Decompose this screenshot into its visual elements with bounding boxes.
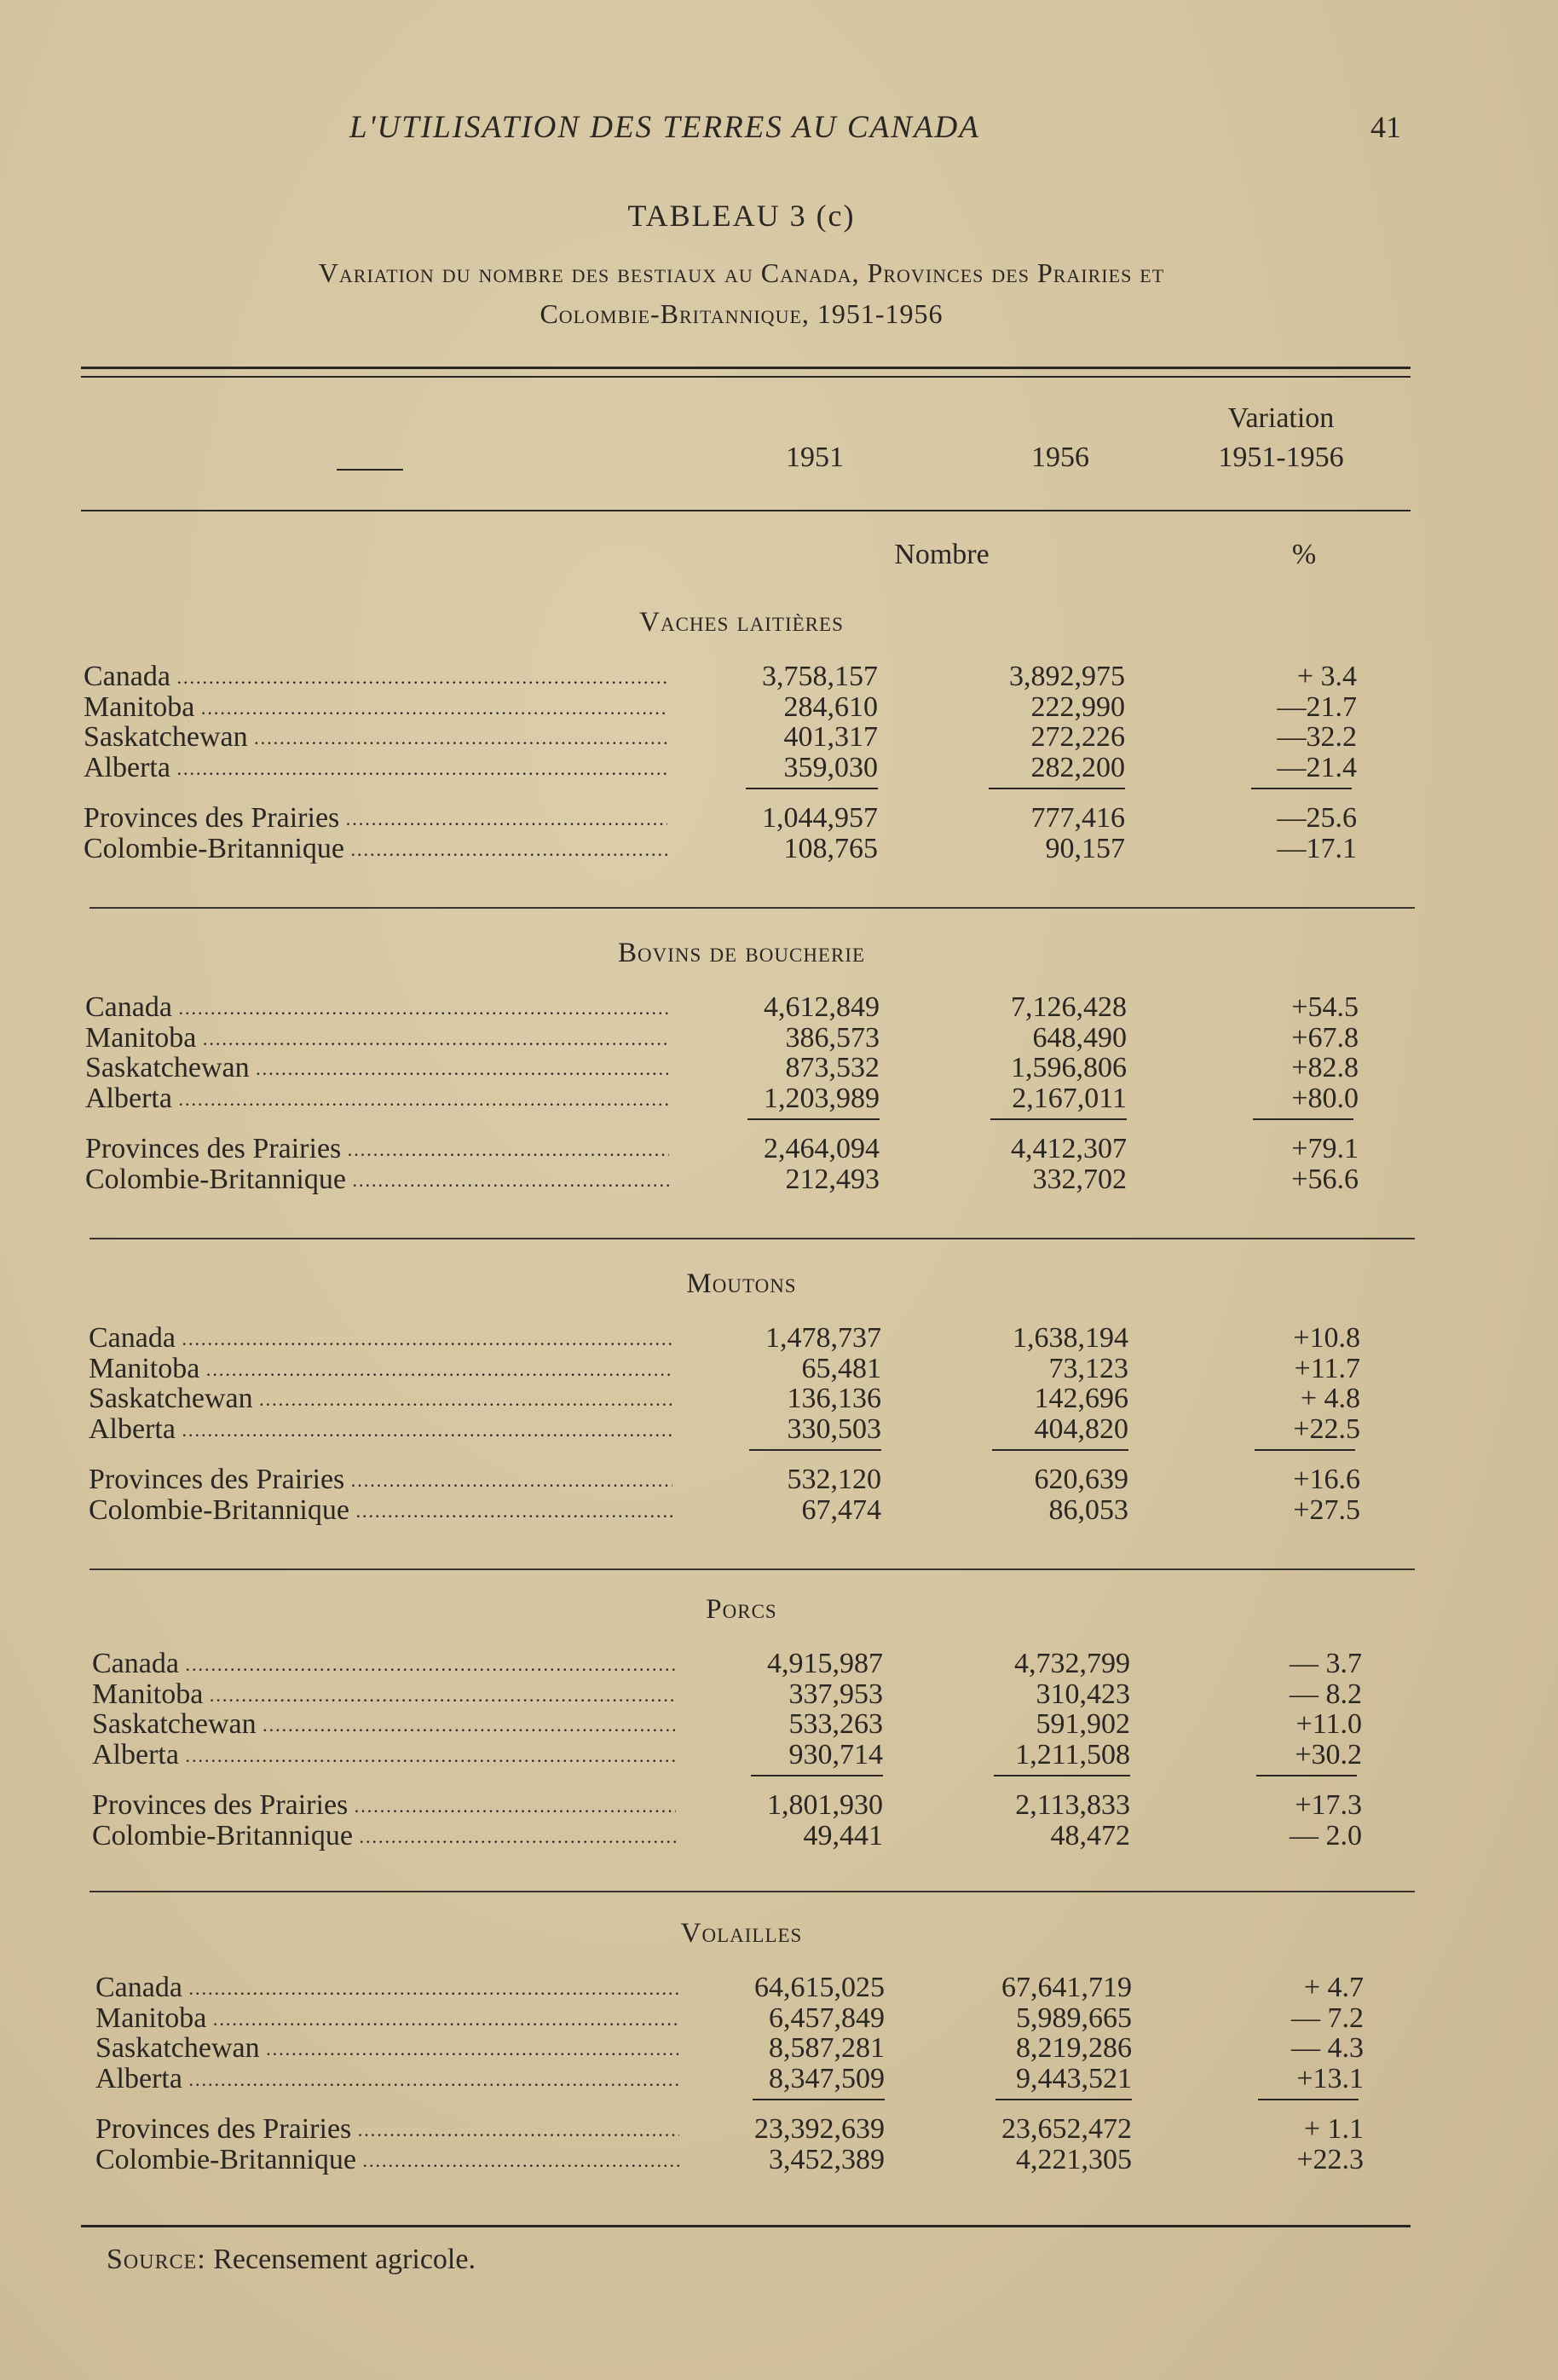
top-rule-thick xyxy=(81,367,1411,369)
value-variation: +11.0 xyxy=(1295,1708,1362,1740)
value-1956: 90,157 xyxy=(1045,832,1125,864)
value-1951: 359,030 xyxy=(783,751,878,783)
value-1951: 1,478,737 xyxy=(765,1322,881,1354)
value-1956: 4,221,305 xyxy=(1016,2143,1132,2175)
value-variation: +22.5 xyxy=(1293,1412,1360,1445)
value-1951: 1,203,989 xyxy=(764,1082,880,1114)
row-label: Saskatchewan ..... xyxy=(89,1384,672,1415)
row-label: Provinces des Prairies ..... xyxy=(89,1464,672,1496)
header-1956: 1956 xyxy=(1031,442,1089,473)
value-variation: +10.8 xyxy=(1293,1322,1360,1354)
row-label: Colombie-Britannique ..... xyxy=(84,834,667,865)
row-label: Colombie-Britannique ..... xyxy=(92,1821,676,1852)
row-label: Provinces des Prairies ..... xyxy=(92,1790,676,1822)
value-variation: +17.3 xyxy=(1295,1789,1362,1821)
table-row xyxy=(85,992,1398,1023)
table-row xyxy=(84,692,1398,723)
row-label: Alberta ..... xyxy=(92,1740,676,1771)
value-1951: 2,464,094 xyxy=(764,1133,880,1164)
value-variation: +30.2 xyxy=(1295,1738,1362,1771)
header-variation: Variation xyxy=(1227,402,1335,434)
stub-header-dash xyxy=(337,469,403,471)
value-1956: 4,732,799 xyxy=(1014,1648,1130,1679)
subtotal-rule xyxy=(1255,1449,1355,1451)
table-row xyxy=(85,1164,1398,1195)
subtotal-rule xyxy=(1256,1775,1357,1776)
value-1956: 8,219,286 xyxy=(1016,2032,1132,2064)
table-row xyxy=(95,2145,1398,2175)
subtotal-rule xyxy=(753,2099,885,2100)
value-variation: + 3.4 xyxy=(1296,661,1357,692)
table-row xyxy=(85,1053,1398,1083)
value-1951: 1,044,957 xyxy=(762,802,878,834)
row-label: Manitoba ..... xyxy=(85,1023,669,1054)
table-row xyxy=(85,1023,1398,1054)
value-1956: 67,641,719 xyxy=(1001,1972,1132,2003)
section-title: Vaches laitières xyxy=(639,607,844,638)
value-variation: +22.3 xyxy=(1296,2143,1364,2175)
value-variation: — 2.0 xyxy=(1290,1819,1362,1851)
value-variation: +13.1 xyxy=(1296,2062,1364,2094)
value-1956: 222,990 xyxy=(1030,690,1125,723)
value-variation: — 4.3 xyxy=(1291,2032,1364,2064)
table-row xyxy=(89,1495,1398,1526)
value-variation: — 3.7 xyxy=(1290,1648,1362,1679)
header-rule xyxy=(81,510,1411,511)
row-label: Alberta ..... xyxy=(84,753,667,784)
value-1951: 212,493 xyxy=(785,1163,880,1195)
source-label: Source: xyxy=(107,2244,206,2275)
row-label: Manitoba ..... xyxy=(89,1354,672,1385)
subtotal-rule xyxy=(994,1775,1130,1776)
source-text: Recensement agricole. xyxy=(213,2244,476,2275)
header-1951: 1951 xyxy=(786,442,844,473)
value-1956: 310,423 xyxy=(1036,1678,1130,1710)
value-variation: —25.6 xyxy=(1277,802,1357,834)
table-row xyxy=(92,1790,1398,1821)
table-row xyxy=(92,1649,1398,1679)
value-1956: 73,123 xyxy=(1048,1352,1128,1384)
value-variation: + 4.7 xyxy=(1303,1972,1364,2003)
value-1956: 591,902 xyxy=(1036,1708,1130,1740)
table-row xyxy=(84,753,1398,783)
value-1951: 65,481 xyxy=(801,1352,881,1384)
value-variation: —21.4 xyxy=(1277,751,1357,783)
value-1956: 23,652,472 xyxy=(1001,2113,1132,2145)
value-variation: + 4.8 xyxy=(1300,1383,1360,1414)
table-row xyxy=(85,1083,1398,1114)
table-row xyxy=(92,1740,1398,1771)
table-caption xyxy=(119,252,1364,334)
value-variation: —32.2 xyxy=(1277,721,1357,753)
row-label: Colombie-Britannique ..... xyxy=(89,1495,672,1527)
value-1951: 8,347,509 xyxy=(769,2062,885,2094)
value-1951: 533,263 xyxy=(788,1708,883,1740)
value-1956: 1,638,194 xyxy=(1013,1322,1128,1354)
value-1951: 3,452,389 xyxy=(769,2143,885,2175)
value-1951: 284,610 xyxy=(783,690,878,723)
value-1956: 48,472 xyxy=(1050,1819,1130,1851)
value-1956: 9,443,521 xyxy=(1016,2062,1132,2094)
value-1956: 648,490 xyxy=(1032,1021,1127,1054)
value-1951: 4,612,849 xyxy=(764,991,880,1023)
row-label: Provinces des Prairies ..... xyxy=(84,803,667,835)
table-row xyxy=(89,1354,1398,1384)
value-variation: +67.8 xyxy=(1291,1021,1359,1054)
caption-line-2: Colombie-Britannique, 1951-1956 xyxy=(540,298,943,329)
table-row xyxy=(95,1973,1398,2003)
value-1951: 136,136 xyxy=(787,1383,881,1414)
value-1951: 4,915,987 xyxy=(767,1648,883,1679)
subtotal-rule xyxy=(747,1118,880,1120)
table-number: TABLEAU 3 (c) xyxy=(627,199,856,233)
row-label: Canada ..... xyxy=(92,1649,676,1680)
row-label: Saskatchewan ..... xyxy=(95,2033,679,2065)
value-1951: 108,765 xyxy=(783,832,878,864)
row-label: Alberta ..... xyxy=(95,2064,679,2095)
row-label: Canada ..... xyxy=(89,1323,672,1355)
caption-line-1: Variation du nombre des bestiaux au Canada, Provinces des Prairies et xyxy=(318,257,1165,288)
top-rule-thin xyxy=(81,376,1411,378)
table-row xyxy=(95,2114,1398,2145)
value-1951: 3,758,157 xyxy=(762,661,878,692)
table-row xyxy=(85,1134,1398,1164)
page-number: 41 xyxy=(1370,110,1401,144)
value-1956: 2,167,011 xyxy=(1012,1082,1127,1114)
table-row xyxy=(84,834,1398,864)
section-rule xyxy=(89,907,1415,909)
value-variation: + 1.1 xyxy=(1303,2113,1364,2145)
row-label: Colombie-Britannique ..... xyxy=(85,1164,669,1196)
section-title: Porcs xyxy=(706,1594,777,1625)
value-variation: +80.0 xyxy=(1291,1082,1359,1114)
value-1951: 401,317 xyxy=(783,721,878,753)
value-1956: 332,702 xyxy=(1032,1163,1127,1195)
value-1956: 2,113,833 xyxy=(1015,1789,1130,1821)
value-1951: 67,474 xyxy=(801,1493,881,1526)
value-1956: 4,412,307 xyxy=(1011,1133,1127,1164)
value-1956: 272,226 xyxy=(1030,721,1125,753)
row-label: Manitoba ..... xyxy=(84,692,667,724)
units-percent: % xyxy=(1291,539,1317,570)
table-row xyxy=(95,2003,1398,2034)
value-variation: +79.1 xyxy=(1291,1133,1359,1164)
value-1951: 532,120 xyxy=(787,1464,881,1495)
value-variation: +56.6 xyxy=(1291,1163,1359,1195)
table-row xyxy=(92,1709,1398,1740)
value-1951: 23,392,639 xyxy=(754,2113,885,2145)
row-label: Saskatchewan ..... xyxy=(92,1709,676,1741)
value-variation: — 8.2 xyxy=(1290,1678,1362,1710)
value-1956: 5,989,665 xyxy=(1016,2002,1132,2034)
table-row xyxy=(89,1384,1398,1414)
value-1951: 337,953 xyxy=(788,1678,883,1710)
value-1951: 330,503 xyxy=(787,1412,881,1445)
row-label: Provinces des Prairies ..... xyxy=(95,2114,679,2146)
value-1951: 1,801,930 xyxy=(767,1789,883,1821)
source-note xyxy=(107,2244,476,2276)
running-title: L'UTILISATION DES TERRES AU CANADA xyxy=(349,110,980,145)
row-label: Canada ..... xyxy=(95,1973,679,2004)
table-row xyxy=(84,661,1398,692)
value-1956: 1,211,508 xyxy=(1015,1738,1130,1771)
value-variation: —17.1 xyxy=(1277,832,1357,864)
table-row xyxy=(92,1679,1398,1710)
running-head xyxy=(0,109,1558,152)
subtotal-rule xyxy=(1251,788,1352,789)
value-variation: +27.5 xyxy=(1293,1493,1360,1526)
subtotal-rule xyxy=(749,1449,881,1451)
table-row xyxy=(95,2033,1398,2064)
value-1951: 8,587,281 xyxy=(769,2032,885,2064)
row-label: Alberta ..... xyxy=(89,1414,672,1446)
subtotal-rule xyxy=(989,788,1125,789)
row-label: Canada ..... xyxy=(85,992,669,1024)
table-row xyxy=(84,722,1398,753)
value-1951: 873,532 xyxy=(785,1052,880,1083)
value-variation: —21.7 xyxy=(1277,690,1357,723)
row-label: Manitoba ..... xyxy=(95,2003,679,2035)
value-1956: 3,892,975 xyxy=(1009,661,1125,692)
row-label: Provinces des Prairies ..... xyxy=(85,1134,669,1165)
subtotal-rule xyxy=(990,1118,1127,1120)
subtotal-rule xyxy=(995,2099,1132,2100)
table-row xyxy=(92,1821,1398,1851)
row-label: Canada ..... xyxy=(84,661,667,693)
value-1951: 64,615,025 xyxy=(754,1972,885,2003)
value-1951: 6,457,849 xyxy=(769,2002,885,2034)
table-row xyxy=(89,1414,1398,1445)
table-row xyxy=(84,803,1398,834)
row-label: Saskatchewan ..... xyxy=(85,1053,669,1084)
header-variation-period: 1951-1956 xyxy=(1218,442,1344,473)
section-rule xyxy=(89,1891,1415,1892)
value-variation: +16.6 xyxy=(1293,1464,1360,1495)
section-title: Bovins de boucherie xyxy=(617,938,866,968)
value-1956: 142,696 xyxy=(1034,1383,1128,1414)
value-variation: +54.5 xyxy=(1291,991,1359,1023)
value-1956: 404,820 xyxy=(1034,1412,1128,1445)
value-1956: 7,126,428 xyxy=(1011,991,1127,1023)
subtotal-rule xyxy=(1258,2099,1359,2100)
section-rule xyxy=(89,1568,1415,1570)
units-count: Nombre xyxy=(894,539,990,570)
value-1951: 930,714 xyxy=(788,1738,883,1771)
value-1956: 282,200 xyxy=(1030,751,1125,783)
section-title: Volailles xyxy=(680,1918,803,1949)
row-label: Manitoba ..... xyxy=(92,1679,676,1711)
row-label: Alberta ..... xyxy=(85,1083,669,1115)
subtotal-rule xyxy=(992,1449,1128,1451)
value-1956: 620,639 xyxy=(1034,1464,1128,1495)
value-1951: 49,441 xyxy=(803,1819,883,1851)
value-1956: 86,053 xyxy=(1048,1493,1128,1526)
section-title: Moutons xyxy=(686,1268,797,1299)
row-label: Colombie-Britannique ..... xyxy=(95,2145,679,2176)
subtotal-rule xyxy=(751,1775,883,1776)
footer-rule xyxy=(81,2225,1411,2227)
value-variation: — 7.2 xyxy=(1291,2002,1364,2034)
row-label: Saskatchewan ..... xyxy=(84,722,667,754)
subtotal-rule xyxy=(1253,1118,1353,1120)
subtotal-rule xyxy=(746,788,878,789)
value-variation: +11.7 xyxy=(1294,1352,1360,1384)
value-1956: 777,416 xyxy=(1030,802,1125,834)
table-row xyxy=(95,2064,1398,2094)
value-variation: +82.8 xyxy=(1291,1052,1359,1083)
value-1956: 1,596,806 xyxy=(1011,1052,1127,1083)
value-1951: 386,573 xyxy=(785,1021,880,1054)
table-row xyxy=(89,1323,1398,1354)
section-rule xyxy=(89,1238,1415,1239)
table-row xyxy=(89,1464,1398,1495)
